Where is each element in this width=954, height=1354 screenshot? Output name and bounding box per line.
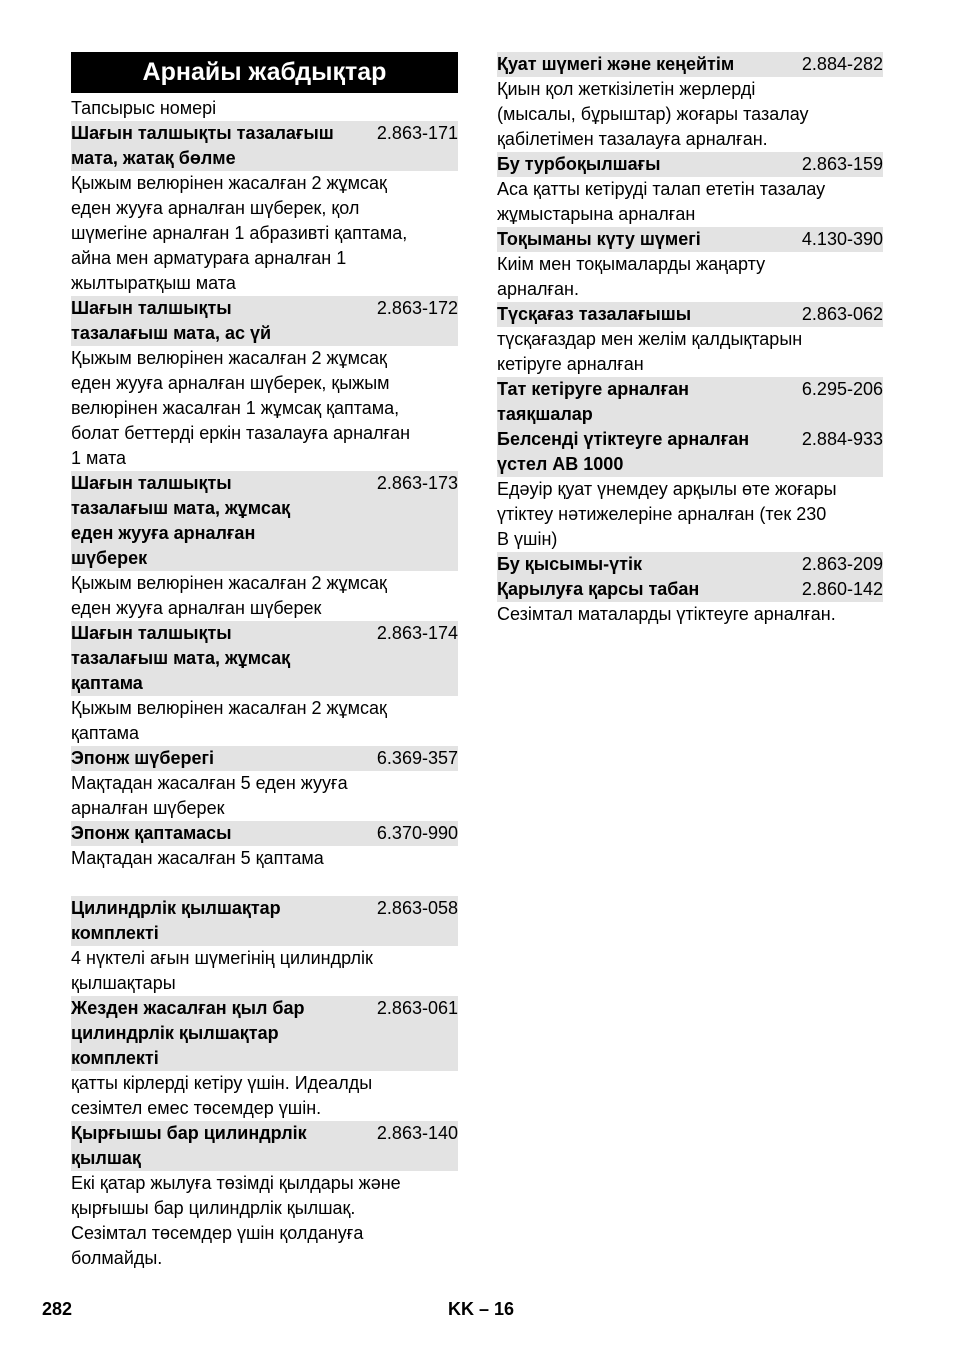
- order-number: 2.884-282: [801, 54, 883, 74]
- accessory-description-line: Едәуір қуат үнемдеу арқылы өте жоғары: [497, 479, 837, 499]
- accessory-description-line: арналған шүберек: [71, 798, 225, 818]
- accessory-item: [71, 296, 458, 471]
- accessory-description: [497, 327, 883, 377]
- accessory-description: [71, 1071, 458, 1121]
- accessory-description-line: кетіруге арналған: [497, 354, 644, 374]
- accessory-description-line: Қыжым велюрінен жасалған 2 жұмсақ: [71, 348, 387, 368]
- accessory-name-line: шүберек: [71, 548, 148, 568]
- accessory-header: [71, 621, 458, 696]
- accessory-item: [497, 152, 883, 227]
- accessory-item: [497, 227, 883, 302]
- accessory-name: [71, 896, 281, 946]
- accessory-name: [497, 152, 661, 177]
- accessory-description: [497, 602, 883, 627]
- accessory-name-line: Бу қысымы-үтік: [497, 554, 642, 574]
- accessory-description-line: қырғышы бар цилиндрлік қылшақ.: [71, 1198, 356, 1218]
- accessory-name: [71, 121, 334, 171]
- accessory-description-line: қатты кірлерді кетіру үшін. Идеалды: [71, 1073, 373, 1093]
- accessory-item: [497, 52, 883, 152]
- accessory-name-line: Жезден жасалған қыл бар: [71, 998, 305, 1018]
- right-column: [497, 52, 883, 627]
- accessory-name-line: мата, жатақ бөлме: [71, 148, 236, 168]
- accessory-header: [497, 302, 883, 327]
- accessory-description-line: велюрінен жасалған 1 жұмсақ қаптама,: [71, 398, 400, 418]
- left-item-list: [71, 121, 458, 1271]
- accessory-description: [71, 346, 458, 471]
- accessory-item: [497, 427, 883, 552]
- accessory-description-line: Қиын қол жеткізілетін жерлерді: [497, 79, 756, 99]
- accessory-description-line: еден жууға арналған шүберек, қол: [71, 198, 360, 218]
- accessory-item: [497, 552, 883, 577]
- order-number: 6.369-357: [376, 748, 458, 768]
- order-number: 2.863-061: [376, 998, 458, 1018]
- page-number: 282: [42, 1299, 73, 1319]
- order-number: 2.863-174: [376, 623, 458, 643]
- accessory-description-line: Сезімтал төсемдер үшін қолдануға: [71, 1223, 364, 1243]
- accessory-name-line: Эпонж шүберегі: [71, 748, 214, 768]
- accessory-name: [497, 302, 691, 327]
- accessory-description: [71, 171, 458, 296]
- accessory-name-line: Қуат шүмегі және кеңейтім: [497, 54, 735, 74]
- accessory-name-line: Қырғышы бар цилиндрлік: [71, 1123, 307, 1143]
- order-number: 6.295-206: [801, 379, 883, 399]
- accessory-description-line: қаптама: [71, 723, 140, 743]
- accessory-item: [71, 896, 458, 996]
- accessory-description-line: Мақтадан жасалған 5 еден жууға: [71, 773, 348, 793]
- accessory-description-line: жұмыстарына арналған: [497, 204, 696, 224]
- accessory-name-line: таяқшалар: [497, 404, 593, 424]
- accessory-name: [71, 1121, 307, 1171]
- accessory-description: [71, 696, 458, 746]
- accessory-description-line: қабілетімен тазалауға арналған.: [497, 129, 768, 149]
- accessory-name-line: Шағын талшықты: [71, 623, 232, 643]
- accessory-name-line: үстел AB 1000: [497, 454, 624, 474]
- accessory-description-line: шүмегіне арналған 1 абразивті қаптама,: [71, 223, 408, 243]
- accessory-name-line: Қарылуға қарсы табан: [497, 579, 700, 599]
- accessory-description-line: айна мен арматураға арналған 1: [71, 248, 347, 268]
- accessory-description-line: Қыжым велюрінен жасалған 2 жұмсақ: [71, 698, 387, 718]
- order-number: 2.863-159: [801, 154, 883, 174]
- accessory-description: [497, 177, 883, 227]
- accessory-description-line: болмайды.: [71, 1248, 163, 1268]
- accessory-description-line: Қыжым велюрінен жасалған 2 жұмсақ: [71, 573, 387, 593]
- accessory-name-line: Бу турбоқылшағы: [497, 154, 661, 174]
- accessory-name-line: Цилиндрлік қылшақтар: [71, 898, 281, 918]
- accessory-header: [497, 577, 883, 602]
- accessory-name: [71, 746, 214, 771]
- accessory-name-line: Түсқағаз тазалағышы: [497, 304, 692, 324]
- accessory-description-line: Аса қатты кетіруді талап ететін тазалау: [497, 179, 826, 199]
- accessory-header: [71, 996, 458, 1071]
- accessory-description-line: Киім мен тоқымаларды жаңарту: [497, 254, 766, 274]
- order-number: 2.863-171: [376, 123, 458, 143]
- accessory-header: [71, 121, 458, 171]
- accessory-name-line: Шағын талшықты: [71, 298, 232, 318]
- accessory-description-line: Сезімтал маталарды үтіктеуге арналған.: [497, 604, 836, 624]
- accessory-item: [497, 377, 883, 427]
- accessory-name-line: тазалағыш мата, жұмсақ: [71, 648, 291, 668]
- order-number: 2.863-209: [801, 554, 883, 574]
- accessory-name: [71, 996, 305, 1071]
- order-number: 2.860-142: [801, 579, 883, 599]
- accessory-name-line: еден жууға арналған: [71, 523, 256, 543]
- accessory-description-line: (мысалы, бұрыштар) жоғары тазалау: [497, 104, 809, 124]
- accessory-item: [71, 996, 458, 1121]
- accessory-name-line: қаптама: [71, 673, 143, 693]
- accessory-name-line: цилиндрлік қылшақтар: [71, 1023, 279, 1043]
- accessory-item: [71, 746, 458, 821]
- accessory-description-line: 1 мата: [71, 448, 127, 468]
- accessory-description: [71, 571, 458, 621]
- accessory-description-line: түсқағаздар мен желім қалдықтарын: [497, 329, 803, 349]
- accessory-header: [497, 427, 883, 477]
- accessory-name: [497, 52, 734, 77]
- accessory-description-line: еден жууға арналған шүберек: [71, 598, 322, 618]
- accessory-item: [497, 302, 883, 377]
- order-number: 2.863-058: [376, 898, 458, 918]
- accessory-description-line: еден жууға арналған шүберек, қыжым: [71, 373, 390, 393]
- order-number: 2.863-062: [801, 304, 883, 324]
- accessory-description: [71, 1171, 458, 1271]
- accessory-description: [497, 477, 883, 552]
- accessory-name-line: комплекті: [71, 923, 159, 943]
- accessory-name-line: Тат кетіруге арналған: [497, 379, 689, 399]
- accessory-header: [71, 296, 458, 346]
- left-column: [71, 52, 458, 1271]
- accessory-description-line: Қыжым велюрінен жасалған 2 жұмсақ: [71, 173, 387, 193]
- accessory-description: [71, 846, 458, 871]
- accessory-description-line: 4 нүктелі ағын шүмегінің цилиндрлік: [71, 948, 373, 968]
- accessory-description: [497, 77, 883, 152]
- accessory-description-line: жылтыратқыш мата: [71, 273, 236, 293]
- accessory-header: [71, 471, 458, 571]
- accessory-name: [497, 227, 701, 252]
- accessory-header: [71, 1121, 458, 1171]
- spacer: [71, 871, 458, 896]
- accessory-name: [71, 471, 290, 571]
- right-item-list: [497, 52, 883, 627]
- accessory-item: [71, 1121, 458, 1271]
- section-page-label: KK – 16: [448, 1299, 515, 1319]
- accessory-name-line: тазалағыш мата, жұмсақ: [71, 498, 291, 518]
- accessory-header: [497, 227, 883, 252]
- accessory-header: [497, 152, 883, 177]
- accessory-description-line: арналған.: [497, 279, 579, 299]
- accessory-description: [71, 946, 458, 996]
- accessory-header: [71, 746, 458, 771]
- accessory-name: [497, 377, 689, 427]
- accessory-item: [71, 471, 458, 621]
- order-number-label: Тапсырыс номері: [71, 98, 217, 118]
- accessory-description-line: сезімтел емес төсемдер үшін.: [71, 1098, 322, 1118]
- accessory-name-line: Эпонж қаптамасы: [71, 823, 232, 843]
- order-number: 2.863-140: [376, 1123, 458, 1143]
- accessory-name: [71, 821, 232, 846]
- accessory-header: [497, 377, 883, 427]
- accessory-item: [71, 821, 458, 896]
- accessory-name: [71, 621, 290, 696]
- order-number: 2.884-933: [801, 429, 883, 449]
- accessory-item: [71, 121, 458, 296]
- accessory-item: [71, 621, 458, 746]
- accessory-name-line: Тоқыманы күту шүмегі: [497, 229, 701, 249]
- accessory-name-line: тазалағыш мата, ас үй: [71, 323, 272, 343]
- accessory-name-line: Белсенді үтіктеуге арналған: [497, 429, 750, 449]
- accessory-description-line: болат беттерді еркін тазалауға арналған: [71, 423, 411, 443]
- order-number: 2.863-173: [376, 473, 458, 493]
- accessory-name: [497, 577, 699, 602]
- accessory-header: [497, 52, 883, 77]
- accessory-description-line: Екі қатар жылуға төзімді қылдары және: [71, 1173, 401, 1193]
- accessory-name-line: қылшақ: [71, 1148, 141, 1168]
- accessory-description-line: Мақтадан жасалған 5 қаптама: [71, 848, 324, 868]
- accessory-description-line: үтіктеу нәтижелеріне арналған (тек 230: [497, 504, 827, 524]
- accessory-name-line: Шағын талшықты: [71, 473, 232, 493]
- section-title: Арнайы жабдықтар: [71, 52, 458, 93]
- accessory-description: [71, 771, 458, 821]
- accessory-name: [497, 552, 642, 577]
- order-number: 2.863-172: [376, 298, 458, 318]
- accessory-header: [71, 896, 458, 946]
- accessory-description: [497, 252, 883, 302]
- accessory-name-line: комплекті: [71, 1048, 159, 1068]
- accessory-description-line: қылшақтары: [71, 973, 176, 993]
- accessory-description-line: В үшін): [497, 529, 558, 549]
- accessory-item: [497, 577, 883, 627]
- accessory-name: [71, 296, 271, 346]
- accessory-header: [497, 552, 883, 577]
- accessory-name: [497, 427, 749, 477]
- order-number: 4.130-390: [801, 229, 883, 249]
- accessory-name-line: Шағын талшықты тазалағыш: [71, 123, 334, 143]
- order-number: 6.370-990: [376, 823, 458, 843]
- accessory-header: [71, 821, 458, 846]
